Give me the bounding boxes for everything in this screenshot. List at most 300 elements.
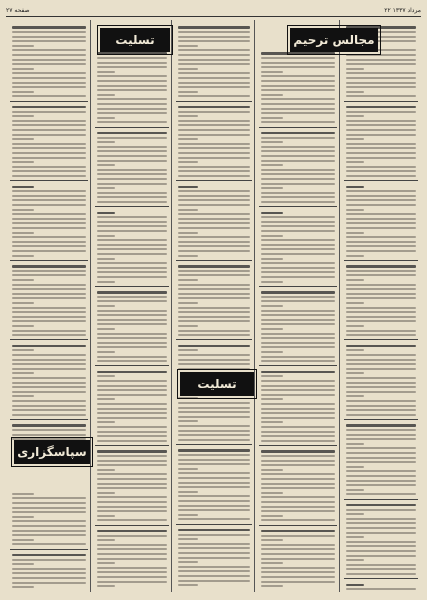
text-line [97,141,115,143]
text-line [97,225,167,227]
text-line [178,204,250,206]
text-line [261,271,335,273]
text-line [261,319,335,321]
text-line [346,241,416,243]
text-line [97,212,115,214]
text-line [261,535,335,537]
text-line [12,363,86,365]
text-line [178,349,198,351]
text-line [346,222,416,224]
text-line [261,389,335,391]
text-line [346,359,416,361]
text-line [346,447,416,449]
text-line [261,426,335,428]
notice-divider [176,339,252,340]
text-line [12,382,86,384]
text-line [97,80,167,82]
text-line [346,513,364,515]
text-line [12,525,86,527]
column-4 [257,20,340,592]
text-line [12,568,86,570]
text-line [261,314,335,316]
text-line [346,59,416,61]
text-line [178,279,198,281]
text-line [178,297,250,299]
notice-divider [176,444,252,445]
text-line [97,469,115,471]
text-line [178,566,250,568]
text-line [12,414,86,416]
text-line [12,368,86,370]
text-line [178,430,250,432]
text-line [12,72,86,74]
text-line [178,584,198,586]
text-line [178,59,250,61]
text-line [261,94,283,96]
text-line [97,487,167,489]
text-line [12,288,86,290]
text-line [97,544,167,546]
text-line [97,201,167,203]
notice-divider [259,445,337,446]
text-line [261,478,335,480]
text-line [346,555,416,557]
text-line [178,288,250,290]
text-line [178,557,250,559]
text-line [261,117,283,119]
text-line [97,501,167,503]
text-line [261,515,283,517]
text-line [346,434,416,436]
text-line [178,245,250,247]
text-line [178,199,250,201]
text-line [178,45,198,47]
text-line [12,572,86,574]
text-line [12,31,86,33]
text-line [261,187,283,189]
text-line [12,143,86,145]
text-line [346,518,416,520]
text-line [12,95,86,97]
text-line [178,86,250,88]
text-line [97,510,167,512]
text-line [261,567,335,569]
text-line [261,183,335,185]
text-line [178,72,250,74]
date-line: ۲۲ مرداد ۱۳۳۷ [384,6,421,14]
text-line [12,405,86,407]
text-line [12,77,86,79]
notice-divider [344,180,418,181]
text-line [97,421,115,423]
text-line [261,431,335,433]
text-line [346,213,416,215]
text-line [346,584,364,586]
text-line [178,477,250,479]
text-line [261,483,335,485]
text-line [178,232,198,234]
text-line [178,209,198,211]
notice-divider [176,260,252,261]
text-line [178,397,198,399]
text-line [97,52,167,54]
text-line [261,394,335,396]
text-line [97,553,167,555]
text-line [178,54,250,56]
text-line [346,270,416,272]
text-line [261,75,335,77]
text-line [178,270,250,272]
text-line [97,221,167,223]
text-line [261,57,335,59]
text-line [346,255,364,257]
text-line [261,291,335,293]
text-line [97,567,167,569]
text-line [97,291,167,293]
notice-divider [344,578,418,579]
text-line [346,564,416,566]
text-line [346,504,416,506]
text-line [261,169,335,171]
text-line [261,137,335,139]
text-line [346,274,416,276]
text-line [178,330,250,332]
text-line [97,571,167,573]
text-line [261,262,335,264]
text-line [12,302,34,304]
text-line [261,539,283,541]
text-line [178,284,250,286]
text-line [261,230,335,232]
text-line [97,89,167,91]
text-line [178,420,198,422]
text-line [178,77,250,79]
text-line [261,328,283,330]
text-line [261,235,283,237]
text-line [12,539,34,541]
text-line [97,408,167,410]
text-line [97,71,115,73]
text-line [12,424,86,426]
text-line [346,111,416,113]
text-line [261,530,335,532]
text-line [12,82,86,84]
text-line [178,157,250,159]
page-number: صفحه ۲۷ [6,6,30,14]
text-line [97,62,167,64]
text-line [12,530,86,532]
text-line [261,212,283,214]
text-line [346,72,416,74]
text-line [178,534,250,536]
text-line [12,250,86,252]
text-line [12,213,86,215]
text-line [178,40,250,42]
text-line [12,354,86,356]
text-line [12,586,34,588]
notice-divider [259,365,337,366]
text-line [12,359,86,361]
text-line [346,91,364,93]
text-line [178,580,250,582]
text-line [12,218,86,220]
text-line [346,443,364,445]
text-line [346,297,416,299]
text-line [97,183,167,185]
text-line [97,192,167,194]
text-line [261,421,283,423]
text-line [97,346,167,348]
text-line [178,143,250,145]
text-line [178,68,198,70]
text-line [346,161,364,163]
text-line [12,195,86,197]
text-line [178,575,250,577]
text-line [261,66,335,68]
text-line [261,408,335,410]
text-line [261,221,335,223]
text-line [178,463,250,465]
notice-divider [10,180,88,181]
text-line [346,541,416,543]
text-line [261,160,335,162]
text-line [12,372,34,374]
text-line [12,120,86,122]
text-line [97,333,167,335]
text-line [12,157,86,159]
text-line [346,232,364,234]
text-line [97,248,167,250]
text-line [97,394,167,396]
text-line [97,239,167,241]
text-line [12,507,86,509]
text-line [12,40,86,42]
text-line [261,103,335,105]
text-line [178,311,250,313]
text-line [12,334,86,336]
text-line [97,483,167,485]
notice-divider [10,339,88,340]
text-line [261,469,283,471]
text-line [346,199,416,201]
text-line [178,293,250,295]
text-line [97,258,115,260]
text-line [261,510,335,512]
text-line [12,36,86,38]
text-line [261,196,335,198]
text-line [12,265,86,267]
text-line [97,94,115,96]
text-line [346,120,416,122]
text-line [346,293,416,295]
text-line [97,585,115,587]
column-1 [8,20,91,592]
text-line [12,209,34,211]
text-line [261,300,335,302]
text-line [261,62,335,64]
text-line [97,515,115,517]
text-line [97,310,167,312]
text-line [12,190,86,192]
text-line [261,548,335,550]
text-line [97,460,167,462]
text-line [346,429,416,431]
text-line [97,112,167,114]
text-line [178,411,250,413]
text-line [178,509,250,511]
text-line [12,563,34,565]
text-line [97,398,115,400]
text-line [97,535,167,537]
text-line [346,250,416,252]
text-line [261,403,335,405]
text-line [97,558,167,560]
text-line [346,175,416,177]
text-line [261,346,335,348]
text-line [346,470,416,472]
text-line [178,152,250,154]
text-line [261,412,335,414]
text-line [12,232,34,234]
text-line [97,216,167,218]
text-line [346,284,416,286]
text-line [346,409,416,411]
text-line [97,576,167,578]
text-line [346,522,416,524]
text-line [346,368,416,370]
text-line [261,248,335,250]
text-line [261,375,283,377]
text-line [97,146,167,148]
text-line [178,302,198,304]
notice-divider [176,180,252,181]
text-line [346,279,364,281]
text-line [346,405,416,407]
text-line [346,466,364,468]
text-line [97,296,167,298]
text-line [12,391,86,393]
text-line [346,550,416,552]
text-line [178,359,250,361]
notice-divider [95,206,169,207]
text-line [261,385,335,387]
text-line [12,255,34,257]
text-line [12,516,34,518]
text-line [12,59,86,61]
text-line [97,375,115,377]
text-line [178,91,198,93]
text-line [346,204,416,206]
text-line [178,195,250,197]
text-line [12,377,86,379]
text-line [261,201,335,203]
text-line [261,440,335,442]
text-line [178,529,250,531]
text-line [178,222,250,224]
text-line [97,464,167,466]
text-line [178,190,250,192]
text-line [97,276,167,278]
text-line [97,492,115,494]
text-line [97,356,167,358]
text-line [12,520,86,522]
text-line [97,371,167,373]
text-line [178,514,198,516]
text-line [178,434,250,436]
text-line [12,115,34,117]
text-line [12,54,86,56]
text-line [12,316,86,318]
text-line [97,360,167,362]
text-line [12,199,86,201]
text-line [97,57,167,59]
text-line [178,538,198,540]
text-line [12,297,86,299]
text-line [261,296,335,298]
text-line [346,186,364,188]
text-line [346,166,416,168]
text-line [97,417,167,419]
text-line [178,416,250,418]
text-line [178,265,250,267]
text-line [178,111,250,113]
text-line [346,138,364,140]
notice-divider [344,419,418,420]
text-line [97,455,167,457]
text-line [346,245,416,247]
text-line [346,480,416,482]
text-line [12,559,86,561]
memorial-heading: مجالس ترحیم [290,28,378,52]
text-line [178,316,250,318]
text-line [346,438,416,440]
text-line [261,121,335,123]
text-line [346,157,416,159]
text-line [178,491,198,493]
text-line [178,161,198,163]
text-line [12,534,86,536]
text-line [346,143,416,145]
text-line [346,349,364,351]
text-line [261,71,283,73]
text-line [178,543,250,545]
text-line [12,170,86,172]
text-line [261,496,335,498]
text-line [12,186,34,188]
text-line [178,115,198,117]
text-line [261,544,335,546]
text-line [261,380,335,382]
text-line [178,363,250,365]
column-5 [342,20,420,592]
text-line [178,166,250,168]
text-line [261,178,335,180]
text-line [346,391,416,393]
text-line [346,330,416,332]
text-line [97,196,167,198]
text-line [346,489,364,491]
text-line [178,454,250,456]
text-line [97,121,167,123]
text-line [97,98,167,100]
text-line [12,345,86,347]
text-line [346,311,416,313]
notice-divider [10,101,88,102]
text-line [261,558,335,560]
text-line [12,245,86,247]
text-line [12,147,86,149]
text-line [346,559,364,561]
